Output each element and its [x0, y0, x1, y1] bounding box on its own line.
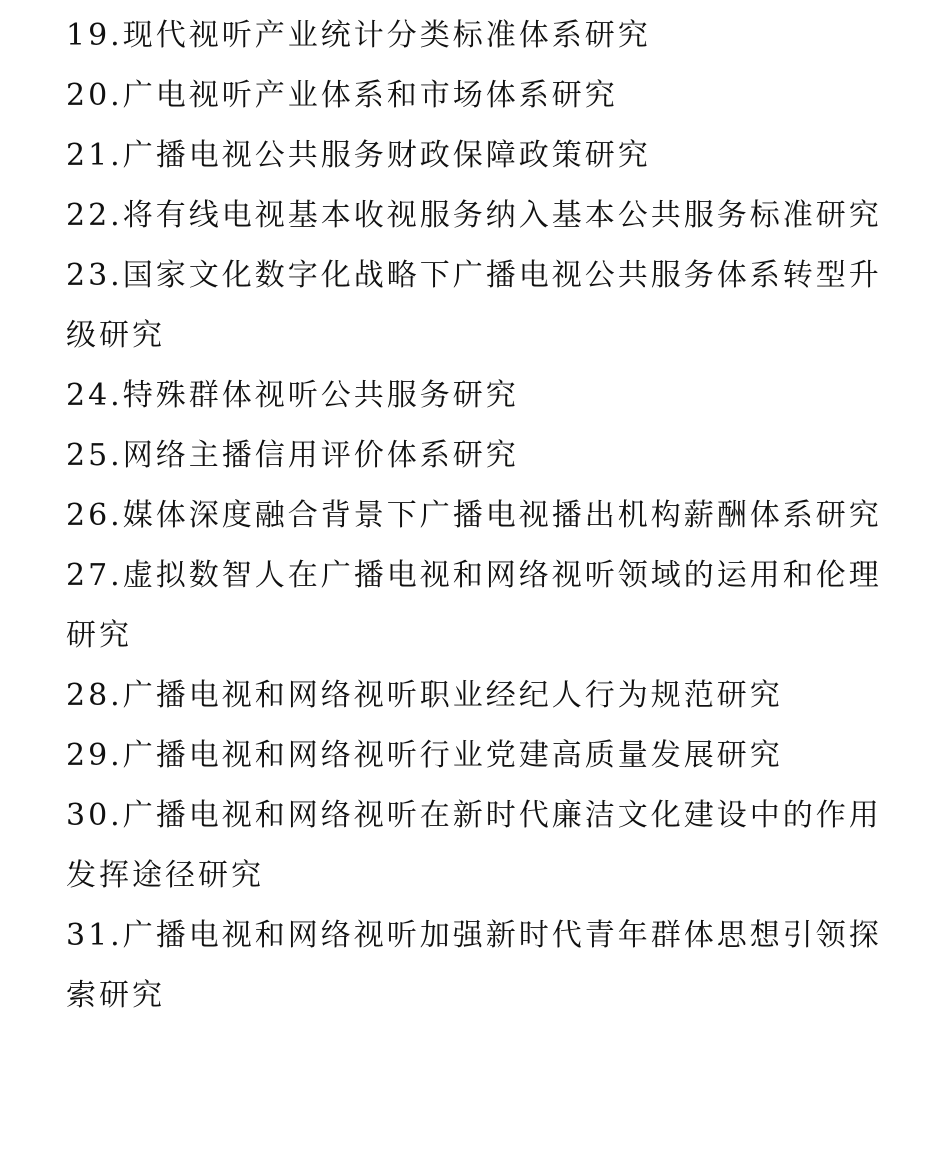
list-item: 30.广播电视和网络视听在新时代廉洁文化建设中的作用发挥途径研究	[66, 798, 882, 893]
list-item: 27.虚拟数智人在广播电视和网络视听领域的运用和伦理研究	[66, 558, 882, 653]
list-item: 24.特殊群体视听公共服务研究	[66, 378, 519, 413]
list-item: 19.现代视听产业统计分类标准体系研究	[66, 18, 651, 53]
list-item: 21.广播电视公共服务财政保障政策研究	[66, 138, 651, 173]
list-item: 29.广播电视和网络视听行业党建高质量发展研究	[66, 738, 783, 773]
list-item: 25.网络主播信用评价体系研究	[66, 438, 519, 473]
research-topic-list	[66, 6, 906, 1026]
list-item: 31.广播电视和网络视听加强新时代青年群体思想引领探索研究	[66, 918, 882, 1013]
list-item: 26.媒体深度融合背景下广播电视播出机构薪酬体系研究	[66, 498, 882, 533]
list-item: 22.将有线电视基本收视服务纳入基本公共服务标准研究	[66, 198, 882, 233]
list-item: 28.广播电视和网络视听职业经纪人行为规范研究	[66, 678, 783, 713]
list-item: 23.国家文化数字化战略下广播电视公共服务体系转型升级研究	[66, 258, 882, 353]
list-item: 20.广电视听产业体系和市场体系研究	[66, 78, 618, 113]
